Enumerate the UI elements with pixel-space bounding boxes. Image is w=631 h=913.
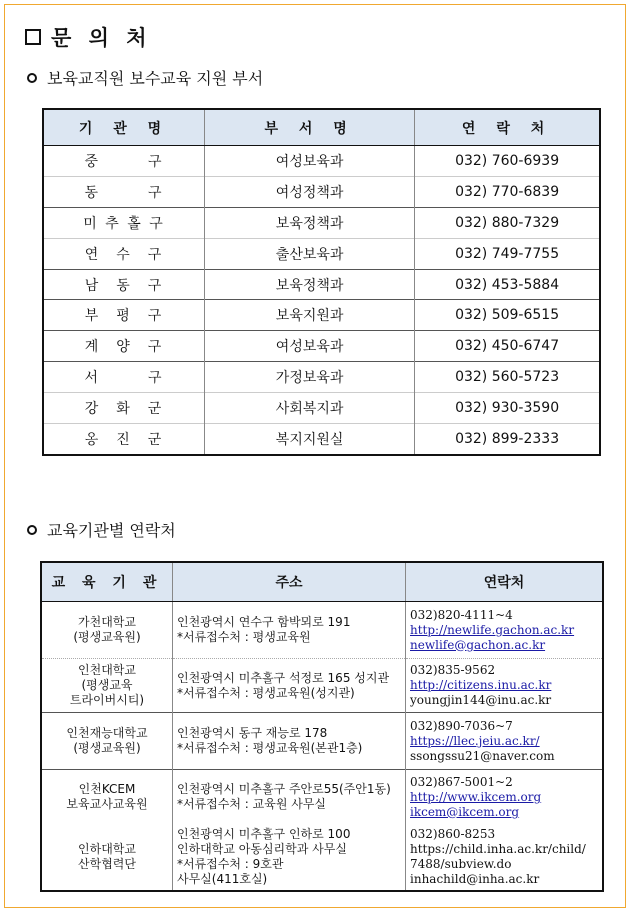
address-cell: 인천광역시 미추홀구 석정로 165 성지관 *서류접수처 : 평생교육원(성지관) [173,659,406,713]
org-cell: 서 구 [43,362,205,393]
website-link[interactable]: http://newlife.gachon.ac.kr [410,622,575,637]
col-header-org: 기 관 명 [43,109,205,146]
table-row [43,176,600,207]
table-row [41,659,603,713]
website-link[interactable]: http://www.ikcem.org [410,789,542,804]
table-row [41,602,603,659]
contact-cell [406,825,604,891]
address-cell: 인천광역시 연수구 함박뫼로 191 *서류접수처 : 평생교육원 [173,602,406,659]
dept-cell: 보육정책과 [205,269,415,300]
contact-cell [406,770,604,825]
dept-cell: 출산보육과 [205,238,415,269]
dept-cell: 가정보육과 [205,362,415,393]
phone-cell: 032) 760-6939 [415,146,600,177]
table-row [43,238,600,269]
dept-cell: 복지지원실 [205,424,415,455]
institution-cell: 인천KCEM 보육교사교육원 [41,770,173,825]
website-link-cont[interactable]: 7488/subview.do [410,857,512,871]
table-row [43,146,600,177]
contact-cell [406,602,604,659]
org-cell: 중 구 [43,146,205,177]
dept-cell: 보육지원과 [205,300,415,331]
phone-text: 032)835-9562 [410,663,496,677]
org-cell: 미 추 홀 구 [43,207,205,238]
dept-cell: 여성정책과 [205,176,415,207]
phone-cell: 032) 453-5884 [415,269,600,300]
table-row [41,825,603,891]
table-header-row [41,562,603,602]
phone-cell: 032) 560-5723 [415,362,600,393]
address-cell: 인천광역시 동구 재능로 178 *서류접수처 : 평생교육원(본관1층) [173,713,406,770]
section2-title: 교육기관별 연락처 [27,518,176,541]
checkbox-icon [25,29,41,45]
org-cell: 동 구 [43,176,205,207]
phone-cell: 032) 450-6747 [415,331,600,362]
email-text[interactable]: ssongssu21@naver.com [410,748,555,763]
circle-bullet-icon [27,525,37,535]
dept-cell: 보육정책과 [205,207,415,238]
institution-table [40,561,604,892]
address-cell: 인천광역시 미추홀구 주안로55(주안1동) *서류접수처 : 교육원 사무실 [173,770,406,825]
org-cell: 계 양 구 [43,331,205,362]
page-heading [25,22,151,52]
phone-text: 032)860-8253 [410,827,496,841]
table-row [43,362,600,393]
table-row [43,331,600,362]
org-cell: 강 화 군 [43,393,205,424]
col-header-dept: 부 서 명 [205,109,415,146]
table-row [41,713,603,770]
website-link[interactable]: https://llec.jeiu.ac.kr/ [410,733,540,748]
phone-cell: 032) 770-6839 [415,176,600,207]
dept-cell: 사회복지과 [205,393,415,424]
institution-cell: 가천대학교 (평생교육원) [73,615,141,644]
institution-cell: 인천재능대학교 (평생교육원) [41,713,173,770]
col-header-contact: 연 락 처 [415,109,600,146]
contact-cell [406,713,604,770]
table-row [43,207,600,238]
table-row [43,269,600,300]
contact-cell [406,659,604,713]
email-text[interactable]: youngjin144@inu.ac.kr [410,693,552,707]
col-header-address: 주소 [173,562,406,602]
website-link[interactable]: http://citizens.inu.ac.kr [410,678,552,692]
dept-cell: 여성보육과 [205,146,415,177]
address-cell: 인천광역시 미추홀구 인하로 100 인하대학교 아동심리학과 사무실 *서류접수처 : 9호관 사무실(411호실) [173,825,406,891]
table-row [43,393,600,424]
email-link[interactable]: newlife@gachon.ac.kr [410,637,546,652]
section1-title: 보육교직원 보수교육 지원 부서 [27,66,263,89]
institution-cell: 인하대학교 산학협력단 [78,842,136,871]
circle-bullet-icon [27,73,37,83]
org-cell: 연 수 구 [43,238,205,269]
org-cell: 부 평 구 [43,300,205,331]
phone-text: 032)820-4111~4 [410,607,513,622]
email-link[interactable]: ikcem@ikcem.org [410,804,520,819]
website-link[interactable]: https://child.inha.ac.kr/child/ [410,842,586,856]
email-text[interactable]: inhachild@inha.ac.kr [410,872,540,886]
phone-cell: 032) 930-3590 [415,393,600,424]
department-table [42,108,601,456]
col-header-contact: 연락처 [406,562,604,602]
phone-cell: 032) 509-6515 [415,300,600,331]
table-row [43,300,600,331]
org-cell: 옹 진 군 [43,424,205,455]
page-title: 문 의 처 [51,26,152,50]
table-row [43,424,600,455]
phone-cell: 032) 880-7329 [415,207,600,238]
col-header-institution: 교 육 기 관 [41,562,173,602]
dept-cell: 여성보육과 [205,331,415,362]
phone-text: 032)890-7036~7 [410,718,513,733]
phone-cell: 032) 749-7755 [415,238,600,269]
phone-cell: 032) 899-2333 [415,424,600,455]
table-header-row [43,109,600,146]
org-cell: 남 동 구 [43,269,205,300]
institution-cell: 인천대학교 (평생교육 트라이버시티) [41,659,173,713]
table-row [41,770,603,825]
phone-text: 032)867-5001~2 [410,774,513,789]
